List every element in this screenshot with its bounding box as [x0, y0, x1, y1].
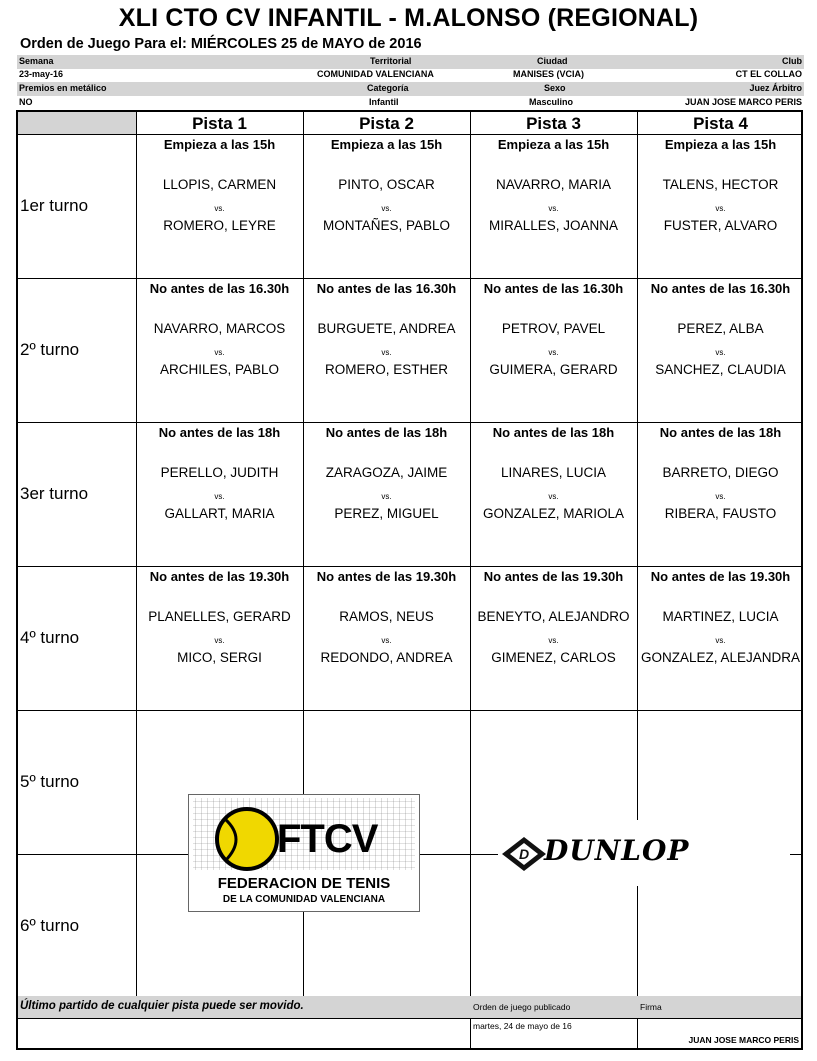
player-1: BURGUETE, ANDREA — [317, 321, 456, 336]
row-divider — [18, 278, 801, 279]
ftcv-logo — [188, 794, 420, 912]
semana-value: 23-may-16 — [19, 69, 64, 79]
territorial-value: COMUNIDAD VALENCIANA — [317, 69, 434, 79]
match-time: No antes de las 16.30h — [149, 281, 290, 296]
match-time: No antes de las 19.30h — [149, 569, 290, 584]
row-divider — [18, 710, 801, 711]
match-time: Empieza a las 15h — [163, 137, 276, 152]
turn-label-4: 4º turno — [20, 628, 80, 647]
publicado-label: Orden de juego publicado — [473, 1002, 571, 1012]
match-time: No antes de las 18h — [659, 425, 782, 440]
info-values-row-2 — [17, 96, 804, 110]
turn-label-1: 1er turno — [20, 196, 89, 215]
versus-label: vs. — [548, 492, 559, 501]
column-divider — [136, 112, 137, 996]
versus-label: vs. — [715, 348, 726, 357]
versus-label: vs. — [715, 204, 726, 213]
player-1: BENEYTO, ALEJANDRO — [477, 609, 630, 624]
corner-cell — [18, 112, 136, 134]
match-time: No antes de las 19.30h — [316, 569, 457, 584]
ftcv-line-2: DE LA COMUNIDAD VALENCIANA — [222, 894, 386, 905]
semana-label: Semana — [19, 56, 54, 66]
versus-label: vs. — [715, 636, 726, 645]
dunlop-flying-d-icon — [500, 834, 550, 874]
row-divider — [18, 134, 801, 135]
match-time: No antes de las 18h — [492, 425, 615, 440]
player-1: PERELLO, JUDITH — [160, 465, 279, 480]
player-2: MONTAÑES, PABLO — [322, 218, 451, 233]
match-time: No antes de las 18h — [158, 425, 281, 440]
player-2: ROMERO, LEYRE — [163, 218, 276, 233]
row-divider — [18, 566, 801, 567]
premios-label: Premios en metálico — [19, 83, 107, 93]
row-divider — [18, 422, 801, 423]
player-1: PLANELLES, GERARD — [148, 609, 291, 624]
info-labels-row-1 — [17, 55, 804, 69]
dunlop-wordmark: DUNLOP — [544, 834, 690, 867]
versus-label: vs. — [214, 348, 225, 357]
club-label: Club — [782, 56, 802, 66]
page-title: XLI CTO CV INFANTIL - M.ALONSO (REGIONAL) — [118, 4, 699, 32]
firma-label: Firma — [640, 1002, 662, 1012]
info-values-row-1 — [17, 68, 804, 82]
player-2: GUIMERA, GERARD — [489, 362, 618, 377]
match-time: No antes de las 19.30h — [483, 569, 624, 584]
player-2: GALLART, MARIA — [164, 506, 275, 521]
player-2: GONZALEZ, ALEJANDRA — [640, 650, 801, 665]
match-time: No antes de las 19.30h — [650, 569, 791, 584]
player-2: PEREZ, MIGUEL — [334, 506, 439, 521]
ciudad-label: Ciudad — [537, 56, 568, 66]
player-2: GONZALEZ, MARIOLA — [482, 506, 625, 521]
match-time: No antes de las 16.30h — [483, 281, 624, 296]
categoria-value: Infantil — [369, 97, 399, 107]
footer-note: Último partido de cualquier pista puede ser movido. — [20, 1000, 304, 1012]
player-2: ROMERO, ESTHER — [324, 362, 448, 377]
info-labels-row-2 — [17, 82, 804, 96]
versus-label: vs. — [381, 492, 392, 501]
player-1: PETROV, PAVEL — [501, 321, 606, 336]
player-1: ZARAGOZA, JAIME — [325, 465, 448, 480]
sexo-label: Sexo — [544, 83, 566, 93]
match-time: No antes de las 16.30h — [650, 281, 791, 296]
juez-value: JUAN JOSE MARCO PERIS — [684, 97, 802, 107]
player-2: RIBERA, FAUSTO — [664, 506, 777, 521]
firma-name: JUAN JOSE MARCO PERIS — [688, 1035, 799, 1045]
premios-value: NO — [19, 97, 33, 107]
player-2: MICO, SERGI — [177, 650, 262, 665]
versus-label: vs. — [381, 348, 392, 357]
player-1: BARRETO, DIEGO — [662, 465, 779, 480]
ciudad-value: MANISES (VCIA) — [513, 69, 585, 79]
court-header-1: Pista 1 — [192, 114, 247, 133]
player-2: REDONDO, ANDREA — [320, 650, 453, 665]
player-2: MIRALLES, JOANNA — [488, 218, 619, 233]
player-1: PINTO, OSCAR — [338, 177, 435, 192]
versus-label: vs. — [715, 492, 726, 501]
player-2: SANCHEZ, CLAUDIA — [655, 362, 786, 377]
court-header-3: Pista 3 — [526, 114, 581, 133]
ftcv-mark: FTCV — [277, 817, 378, 861]
player-2: ARCHILES, PABLO — [159, 362, 280, 377]
svg-text:D: D — [518, 846, 530, 862]
match-time: Empieza a las 15h — [497, 137, 610, 152]
turn-label-3: 3er turno — [20, 484, 89, 503]
court-header-4: Pista 4 — [693, 114, 748, 133]
match-time: No antes de las 18h — [325, 425, 448, 440]
versus-label: vs. — [548, 348, 559, 357]
match-time: Empieza a las 15h — [330, 137, 443, 152]
versus-label: vs. — [381, 204, 392, 213]
player-1: LINARES, LUCIA — [500, 465, 607, 480]
court-header-2: Pista 2 — [359, 114, 414, 133]
juez-label: Juez Árbitro — [749, 83, 802, 93]
turn-label-6: 6º turno — [20, 916, 80, 935]
turn-label-5: 5º turno — [20, 772, 80, 791]
versus-label: vs. — [548, 204, 559, 213]
versus-label: vs. — [214, 492, 225, 501]
player-1: TALENS, HECTOR — [662, 177, 779, 192]
player-1: PEREZ, ALBA — [677, 321, 764, 336]
schedule-date: Orden de Juego Para el: MIÉRCOLES 25 de MAYO de 2016 — [20, 36, 422, 52]
club-value: CT EL COLLAO — [735, 69, 802, 79]
dunlop-logo — [498, 820, 790, 886]
player-1: LLOPIS, CARMEN — [162, 177, 277, 192]
player-1: NAVARRO, MARIA — [495, 177, 611, 192]
sexo-value: Masculino — [529, 97, 574, 107]
ftcv-line-1: FEDERACION DE TENIS — [217, 875, 391, 892]
player-1: MARTINEZ, LUCIA — [662, 609, 779, 624]
publicado-date: martes, 24 de mayo de 16 — [473, 1021, 572, 1031]
versus-label: vs. — [381, 636, 392, 645]
row-divider — [18, 1018, 801, 1019]
match-time: No antes de las 16.30h — [316, 281, 457, 296]
turn-label-2: 2º turno — [20, 340, 80, 359]
player-1: RAMOS, NEUS — [339, 609, 434, 624]
versus-label: vs. — [214, 636, 225, 645]
match-time: Empieza a las 15h — [664, 137, 777, 152]
player-1: NAVARRO, MARCOS — [153, 321, 286, 336]
player-2: GIMENEZ, CARLOS — [491, 650, 616, 665]
territorial-label: Territorial — [370, 56, 412, 66]
versus-label: vs. — [214, 204, 225, 213]
versus-label: vs. — [548, 636, 559, 645]
player-2: FUSTER, ALVARO — [663, 218, 778, 233]
categoria-label: Categoría — [367, 83, 409, 93]
